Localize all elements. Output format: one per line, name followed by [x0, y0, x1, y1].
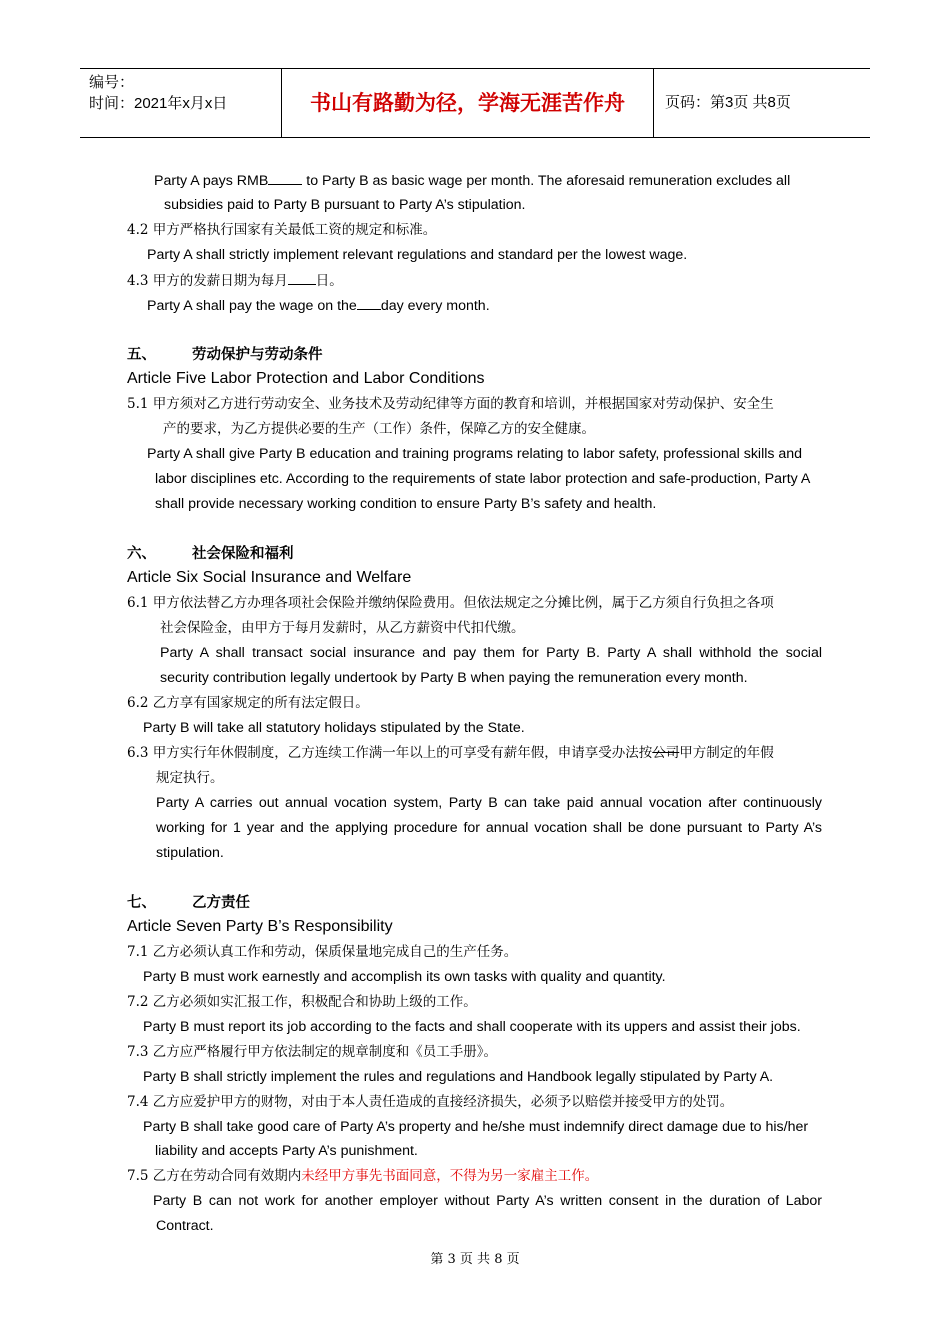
clause-6-3-cn-line-2: 规定执行。	[156, 770, 224, 786]
article-7-heading-en: Article Seven Party B’s Responsibility	[127, 918, 393, 935]
article-5-heading-en: Article Five Labor Protection and Labor Conditions	[127, 370, 485, 387]
header-page-label: 页码：第3页 共8页	[665, 94, 791, 111]
article-6-heading-en: Article Six Social Insurance and Welfare	[127, 569, 412, 586]
clause-4-2-en: Party A shall strictly implement relevant regulations and standard per the lowest wage.	[147, 247, 688, 263]
wage-blank	[268, 171, 302, 185]
clause-6-1-en-line-1: Party A shall transact social insurance and pay them for Party B. Party A shall withhold the social	[160, 645, 822, 661]
clause-5-1-en-line-2: labor disciplines etc. According to the requirements of state labor protection and safe-production, Party A	[155, 471, 811, 487]
article-5-heading-cn: 五、 劳动保护与劳动条件	[127, 346, 323, 363]
clause-7-4-en-line-2: liability and accepts Party A’s punishment.	[155, 1143, 418, 1159]
page-footer: 第 3 页 共 8 页	[430, 1252, 520, 1267]
clause-7-1-en: Party B must work earnestly and accomplish its own tasks with quality and quantity.	[143, 969, 666, 985]
clause-7-4-cn: 7.4 乙方应爱护甲方的财物，对由于本人责任造成的直接经济损失，必须予以赔偿并接受甲方的处罚。	[127, 1094, 734, 1110]
clause-5-1-cn-line-1: 5.1 甲方须对乙方进行劳动安全、业务技术及劳动纪律等方面的教育和培训，并根据国家对劳动保护、安全生	[127, 396, 774, 412]
clause-5-1-en-line-3: shall provide necessary working condition to ensure Party B’s safety and health.	[155, 496, 657, 512]
art4-wage-line-1: Party A pays RMB to Party B as basic wage per month. The aforesaid remuneration excludes all	[154, 173, 791, 189]
header-left-cell	[80, 69, 281, 137]
article-7-heading-cn: 七、 乙方责任	[127, 894, 250, 911]
clause-5-1-cn-line-2: 产的要求，为乙方提供必要的生产（工作）条件，保障乙方的安全健康。	[163, 421, 595, 437]
clause-7-3-cn: 7.3 乙方应严格履行甲方依法制定的规章制度和《员工手册》。	[127, 1044, 498, 1060]
struck-text: 公司	[652, 745, 680, 761]
clause-4-3-cn: 4.3 甲方的发薪日期为每月 日。	[127, 273, 343, 289]
clause-6-1-cn-line-1: 6.1 甲方依法替乙方办理各项社会保险并缴纳保险费用。但依法规定之分摊比例，属于乙方须自行负担之各项	[127, 595, 774, 611]
clause-7-2-en: Party B must report its job according to the facts and shall cooperate with its uppers and assist their jobs.	[143, 1019, 801, 1035]
payday-blank-en	[357, 296, 381, 310]
header-time: 时间：2021年x月x日	[89, 95, 228, 112]
clause-6-3-en-line-1: Party A carries out annual vocation system, Party B can take paid annual vocation after continuously	[156, 795, 822, 811]
clause-7-2-cn: 7.2 乙方必须如实汇报工作，积极配合和协助上级的工作。	[127, 994, 477, 1010]
clause-7-3-en: Party B shall strictly implement the rules and regulations and Handbook legally stipulated by Party A.	[143, 1069, 774, 1085]
clause-7-5-en-line-2: Contract.	[156, 1218, 214, 1234]
clause-6-1-cn-line-2: 社会保险金，由甲方于每月发薪时，从乙方薪资中代扣代缴。	[160, 620, 525, 636]
clause-7-5-cn: 7.5 乙方在劳动合同有效期内未经甲方事先书面同意，不得为另一家雇主工作。	[127, 1168, 599, 1184]
clause-6-3-en-line-2: working for 1 year and the applying procedure for annual vocation shall be done pursuant to Party A’s	[156, 820, 822, 836]
clause-6-3-en-line-3: stipulation.	[156, 845, 224, 861]
article-6-heading-cn: 六、 社会保险和福利	[127, 545, 294, 562]
art4-wage-line-2: subsidies paid to Party B pursuant to Party A’s stipulation.	[164, 197, 526, 213]
header-motto: 书山有路勤为径，学海无涯苦作舟	[281, 69, 654, 137]
clause-7-1-cn: 7.1 乙方必须认真工作和劳动，保质保量地完成自己的生产任务。	[127, 944, 518, 960]
clause-6-1-en-line-2: security contribution legally undertook by Party B when paying the remuneration every month.	[160, 670, 748, 686]
clause-7-5-en-line-1: Party B can not work for another employer without Party A’s written consent in the duration of Labor	[153, 1193, 822, 1209]
clause-4-2-cn: 4.2 甲方严格执行国家有关最低工资的规定和标准。	[127, 222, 437, 238]
header-number: 编号：	[89, 74, 135, 91]
page-header	[80, 68, 870, 138]
clause-7-4-en-line-1: Party B shall take good care of Party A’s property and he/she must indemnify direct damage due to his/her	[143, 1119, 809, 1135]
clause-6-2-en: Party B will take all statutory holidays stipulated by the State.	[143, 720, 525, 736]
clause-5-1-en-line-1: Party A shall give Party B education and training programs relating to labor safety, professional skills and	[147, 446, 803, 462]
clause-6-3-cn-line-1: 6.3 甲方实行年休假制度，乙方连续工作满一年以上的可享受有薪年假，申请享受办法按公司甲方制定的年假	[127, 745, 774, 761]
payday-blank-cn	[288, 271, 316, 285]
clause-6-2-cn: 6.2 乙方享有国家规定的所有法定假日。	[127, 695, 369, 711]
highlighted-red-text: 未经甲方事先书面同意，不得为另一家雇主工作。	[301, 1168, 599, 1184]
clause-4-3-en: Party A shall pay the wage on the day every month.	[147, 298, 490, 314]
